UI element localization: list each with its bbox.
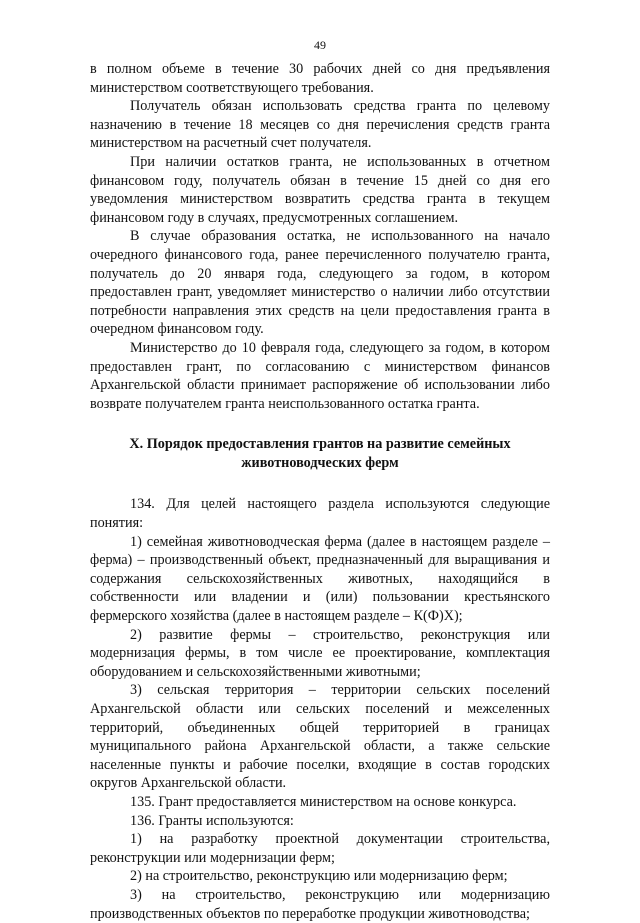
paragraph-continuation: в полном объеме в течение 30 рабочих дней со дня предъявления министерством соответствующего требования.	[90, 61, 550, 96]
paragraph: 134. Для целей настоящего раздела используются следующие понятия:	[90, 496, 550, 532]
list-item: 2) развитие фермы – строительство, реконструкция или модернизация фермы, в том числе ее проектирование, комплектация оборудованием и сельскохозяйственными животными;	[90, 626, 550, 680]
list-item: 3) на строительство, реконструкцию или модернизацию производственных объектов по переработке продукции животноводства;	[90, 886, 550, 922]
paragraph: При наличии остатков гранта, не использованных в отчетном финансовом году, получатель обязан в течение 15 дней со дня его уведомления министерством возвратить средства гранта в текущем финансовом году в случаях, предусмотренных соглашением.	[90, 153, 550, 226]
page-number: 49	[314, 38, 326, 52]
document-body	[90, 60, 550, 923]
paragraph: Получатель обязан использовать средства гранта по целевому назначению в течение 18 месяцев со дня перечисления средств гранта министерством на расчетный счет получателя.	[90, 98, 550, 152]
list-item: 1) семейная животноводческая ферма (далее в настоящем разделе – ферма) – производственный объект, предназначенный для выращивания и содержания сельскохозяйственных животных, находящийся в собственности или владении и (или) пользовании крестьянского фермерского хозяйства (далее в настоящем разделе – К(Ф)Х);	[90, 533, 550, 625]
paragraph: В случае образования остатка, не использованного на начало очередного финансового года, ранее перечисленного получателю гранта, получатель до 20 января года, следующего за годом, в котором предоставлен грант, уведомляет министерство о наличии либо отсутствии потребности направления этих средств на цели предоставления гранта в очередном финансовом году.	[90, 228, 550, 338]
list-item: 1) на разработку проектной документации строительства, реконструкции или модернизации ферм;	[90, 831, 550, 866]
paragraph: 136. Гранты используются:	[130, 812, 294, 829]
list-item: 2) на строительство, реконструкцию или модернизацию ферм;	[130, 868, 508, 885]
paragraph: 135. Грант предоставляется министерством на основе конкурса.	[130, 793, 517, 810]
section-heading: X. Порядок предоставления грантов на развитие семейных животноводческих ферм	[129, 436, 511, 471]
list-item: 3) сельская территория – территории сельских поселений Архангельской области или сельских поселений и межселенных территорий, объединенных общей территорией в границах муниципального района Архангельской области, а также сельские населенные пункты и рабочие поселки, входящие в состав городских округов Архангельской области.	[90, 682, 550, 792]
paragraph: Министерство до 10 февраля года, следующего за годом, в котором предоставлен грант, по согласованию с министерством финансов Архангельской области принимает распоряжение об использовании либо возврате получателем гранта неиспользованного остатка гранта.	[90, 339, 550, 412]
